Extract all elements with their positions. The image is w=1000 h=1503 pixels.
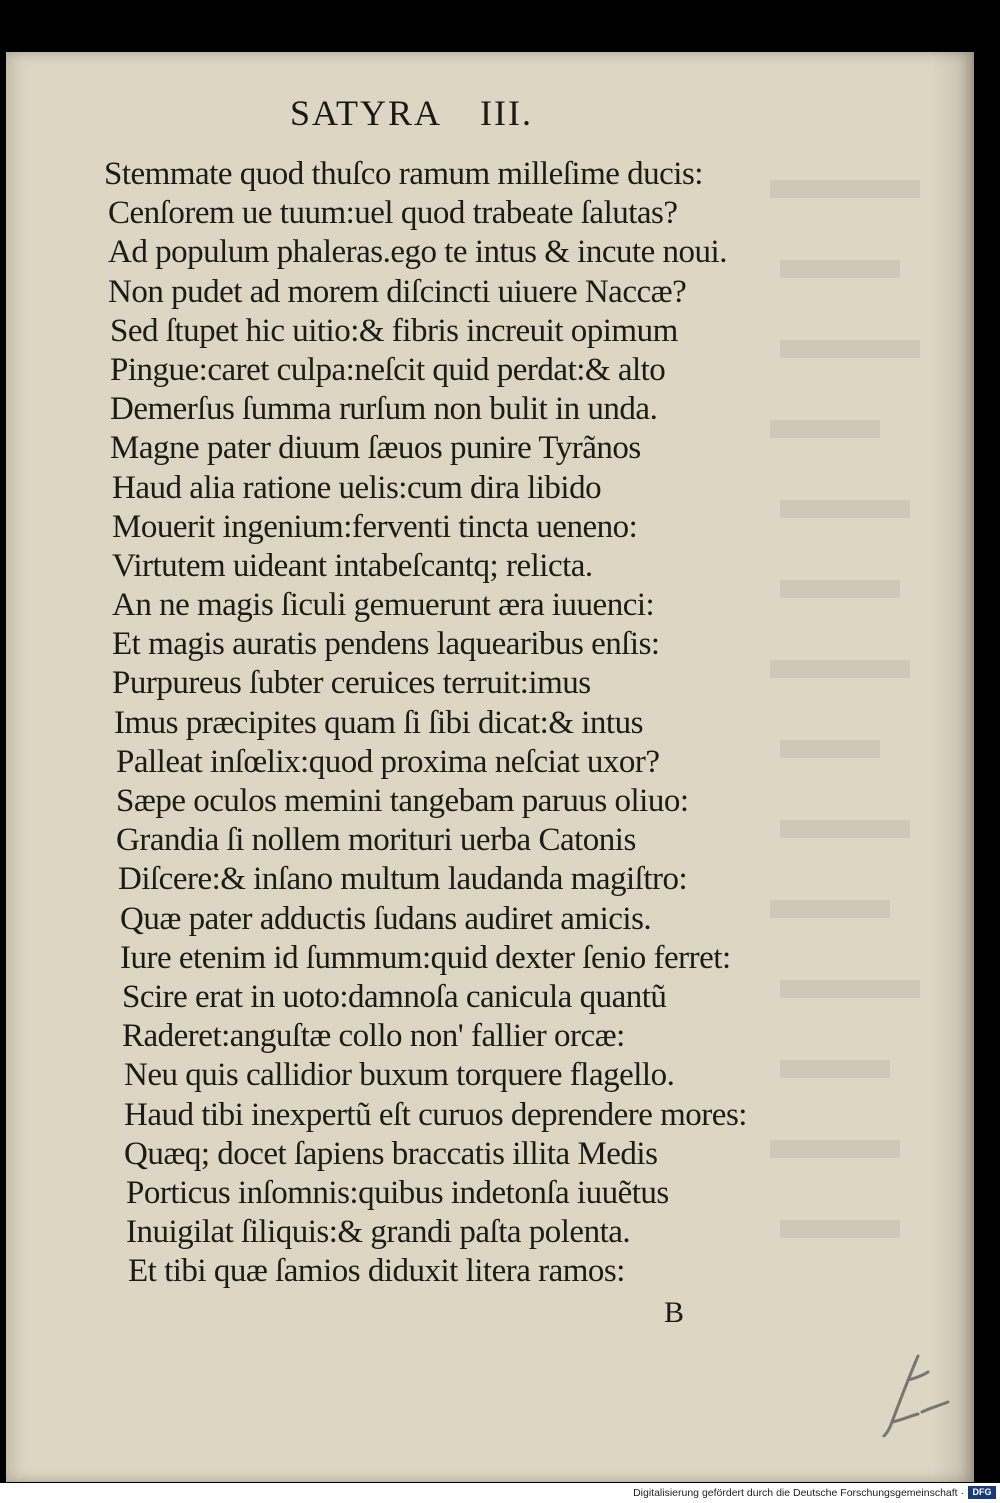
verse-line: Inuigilat ſiliquis:& grandi paſta polenta. (126, 1214, 631, 1251)
verse-line: Purpureus ſubter ceruices terruit:imus (112, 665, 591, 702)
verse-line: Et magis auratis pendens laquearibus enſis: (112, 626, 660, 663)
verse-line: Haud tibi inexpertũ eſt curuos deprendere mores: (124, 1096, 747, 1133)
verse-line: Quæ pater adductis ſudans audiret amicis. (120, 900, 652, 937)
verse-line: Virtutem uideant intabeſcantq; relicta. (112, 547, 593, 584)
verse-line: Magne pater diuum ſæuos punire Tyrãnos (110, 430, 641, 467)
running-head (290, 92, 533, 134)
verse-line: Haud alia ratione uelis:cum dira libido (112, 469, 602, 506)
verse-line: Quæq; docet ſapiens braccatis illita Medis (124, 1135, 658, 1172)
verse-block (104, 155, 804, 1291)
verse-line: Sed ſtupet hic uitio:& fibris increuit opimum (110, 312, 678, 349)
verse-line: Raderet:anguſtæ collo non' fallier orcæ: (122, 1018, 625, 1055)
funding-credit: Digitalisierung gefördert durch die Deutsche Forschungsgemeinschaft · (633, 1487, 964, 1499)
verse-line: Imus præcipites quam ſi ſibi dicat:& intus (114, 704, 643, 741)
verse-line: An ne magis ſiculi gemuerunt æra iuuenci: (112, 587, 655, 624)
verse-line: Demerſus ſumma rurſum non bulit in unda. (110, 391, 658, 428)
running-head-number: III. (480, 93, 533, 133)
verse-line: Cenſorem ue tuum:uel quod trabeate ſalutas? (108, 195, 678, 232)
dfg-logo: DFG (968, 1486, 996, 1499)
verse-line: Neu quis callidior buxum torquere flagello. (124, 1057, 675, 1094)
verse-line: Diſcere:& inſano multum laudanda magiſtro: (118, 861, 688, 898)
verse-line: Et tibi quæ ſamios diduxit litera ramos: (128, 1253, 625, 1290)
verse-line: Pingue:caret culpa:neſcit quid perdat:& alto (110, 351, 666, 388)
verse-line: Sæpe oculos memini tangebam paruus oliuo: (116, 783, 689, 819)
verse-line: Porticus inſomnis:quibus indetonſa iuuẽtus (126, 1174, 669, 1211)
verse-line: Iure etenim id ſummum:quid dexter ſenio ferret: (120, 939, 731, 976)
verse-line: Scire erat in uoto:damnoſa canicula quantũ (122, 978, 667, 1015)
verse-line: Ad populum phaleras.ego te intus & incute noui. (108, 234, 727, 271)
signature-mark: B (664, 1296, 685, 1329)
verse-line: Stemmate quod thuſco ramum milleſime ducis: (104, 156, 703, 192)
verse-line: Mouerit ingenium:ferventi tincta ueneno: (112, 508, 638, 545)
verse-line: Non pudet ad morem diſcincti uiuere Naccæ? (108, 273, 687, 310)
running-head-title: SATYRA (290, 93, 443, 133)
verse-line: Grandia ſi nollem morituri uerba Catonis (116, 822, 636, 859)
verse-line: Palleat inſœlix:quod proxima neſciat uxor? (116, 743, 660, 780)
pencil-annotation (878, 1350, 958, 1440)
